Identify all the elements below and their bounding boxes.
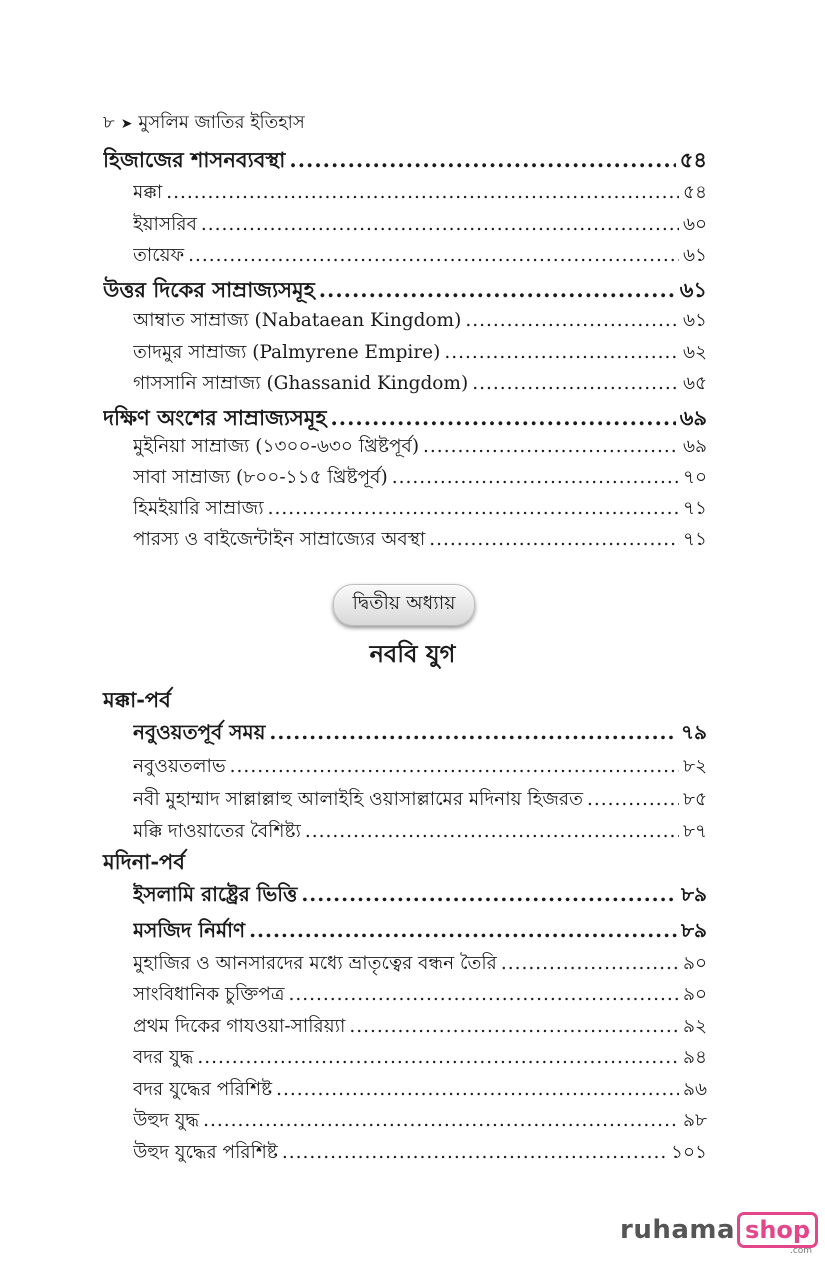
toc-entry-page: ৯০ bbox=[682, 953, 707, 974]
toc-entry bbox=[133, 178, 707, 209]
dot-leader bbox=[282, 1142, 667, 1163]
toc-entry bbox=[133, 1075, 707, 1106]
toc-entry-page: ৫৪ bbox=[679, 147, 707, 172]
toc-entry-page: ৬১ bbox=[682, 310, 707, 331]
dot-leader bbox=[349, 1016, 679, 1037]
toc-entry-page: ৮৭ bbox=[682, 821, 707, 842]
watermark-text-c: .com bbox=[789, 1246, 813, 1256]
dot-leader bbox=[319, 277, 676, 302]
toc-entry-title: হিমইয়ারি সাম্রাজ্য bbox=[133, 498, 264, 519]
toc-entry bbox=[133, 880, 707, 913]
section-heading-makka: মক্কা-পর্ব bbox=[103, 687, 171, 712]
toc-entry-page: ৮৯ bbox=[681, 918, 707, 942]
toc-entry-title: ইসলামি রাষ্ট্রের ভিত্তি bbox=[133, 882, 298, 906]
toc-entry-page: ৯৬ bbox=[682, 1079, 707, 1100]
dot-leader bbox=[288, 984, 679, 1005]
toc-entry bbox=[133, 463, 707, 494]
toc-entry bbox=[133, 525, 707, 556]
toc-entry-title: বদর যুদ্ধ bbox=[133, 1047, 194, 1068]
dot-leader bbox=[188, 245, 679, 266]
toc-entry bbox=[103, 274, 707, 309]
dot-leader bbox=[301, 882, 677, 906]
toc-entry bbox=[103, 144, 707, 179]
toc-entry bbox=[133, 980, 707, 1011]
toc-entry-page: ৮৫ bbox=[682, 789, 707, 810]
toc-entry-page: ৭০ bbox=[682, 467, 707, 488]
toc-entry bbox=[133, 817, 707, 848]
dot-leader bbox=[289, 147, 675, 172]
toc-entry-page: ৯৪ bbox=[682, 1047, 707, 1068]
dot-leader bbox=[276, 1079, 679, 1100]
dot-leader bbox=[472, 373, 679, 394]
dot-leader bbox=[392, 467, 679, 488]
chapter-title: নববি যুগ bbox=[369, 639, 456, 668]
dot-leader bbox=[230, 756, 679, 777]
toc-entry-title: মুইনিয়া সাম্রাজ্য (১৩০০-৬৩০ খ্রিষ্টপূর্ব) bbox=[133, 436, 420, 457]
toc-entry-title: নবুওয়তলাভ bbox=[133, 756, 226, 777]
arrow-icon: ➤ bbox=[120, 115, 133, 132]
dot-leader bbox=[305, 821, 679, 842]
toc-entry bbox=[133, 338, 707, 369]
toc-entry-page: ৬৫ bbox=[682, 373, 707, 394]
toc-entry bbox=[133, 369, 707, 400]
watermark-text-a: ruhama bbox=[620, 1215, 736, 1245]
toc-entry-page: ৮৯ bbox=[681, 882, 707, 906]
toc-entry-page: ৭৯ bbox=[681, 720, 707, 744]
toc-entry bbox=[133, 1043, 707, 1074]
toc-entry-title: দক্ষিণ অংশের সাম্রাজ্যসমূহ bbox=[103, 405, 327, 430]
toc-entry-page: ৬০ bbox=[682, 214, 707, 235]
toc-entry-page: ৭১ bbox=[682, 498, 707, 519]
toc-entry-title: প্রথম দিকের গাযওয়া-সারিয়্যা bbox=[133, 1016, 346, 1037]
dot-leader bbox=[249, 918, 677, 942]
dot-leader bbox=[166, 182, 679, 203]
running-header bbox=[103, 108, 305, 139]
page-number: ৮ bbox=[103, 112, 115, 133]
toc-entry-page: ৭১ bbox=[682, 529, 707, 550]
toc-entry bbox=[133, 494, 707, 525]
toc-entry-title: মুহাজির ও আনসারদের মধ্যে ভ্রাতৃত্বের বন্ধন তৈরি bbox=[133, 953, 497, 974]
toc-entry-page: ১০১ bbox=[670, 1142, 707, 1163]
toc-entry-title: সাংবিধানিক চুক্তিপত্র bbox=[133, 984, 285, 1005]
toc-entry-title: মক্কা bbox=[133, 182, 163, 203]
toc-entry-title: তাদমুর সাম্রাজ্য (Palmyrene Empire) bbox=[133, 342, 441, 363]
watermark-logo bbox=[620, 1212, 818, 1256]
dot-leader bbox=[587, 789, 679, 810]
dot-leader bbox=[197, 1047, 679, 1068]
chapter-number-badge bbox=[333, 584, 475, 626]
dot-leader bbox=[423, 436, 679, 457]
toc-entry-page: ৯২ bbox=[682, 1016, 707, 1037]
toc-entry-title: মক্কি দাওয়াতের বৈশিষ্ট্য bbox=[133, 821, 301, 842]
dot-leader bbox=[444, 342, 679, 363]
watermark-text-b: shop bbox=[737, 1212, 818, 1248]
toc-entry-page: ৬১ bbox=[682, 245, 707, 266]
dot-leader bbox=[501, 953, 679, 974]
dot-leader bbox=[203, 1110, 679, 1131]
toc-entry bbox=[133, 949, 707, 980]
dot-leader bbox=[269, 720, 677, 744]
toc-entry-title: মসজিদ নির্মাণ bbox=[133, 918, 246, 942]
toc-entry-page: ৯৮ bbox=[682, 1110, 707, 1131]
toc-entry-page: ৬৯ bbox=[679, 405, 707, 430]
toc-entry-title: উহুদ যুদ্ধের পরিশিষ্ট bbox=[133, 1142, 278, 1163]
toc-entry-page: ৬২ bbox=[682, 342, 707, 363]
toc-entry bbox=[133, 1012, 707, 1043]
toc-entry-title: বদর যুদ্ধের পরিশিষ্ট bbox=[133, 1079, 273, 1100]
toc-entry-page: ৮২ bbox=[682, 756, 707, 777]
toc-entry-page: ৬৯ bbox=[682, 436, 707, 457]
toc-entry-title: উত্তর দিকের সাম্রাজ্যসমূহ bbox=[103, 277, 315, 302]
toc-entry-title: ইয়াসরিব bbox=[133, 214, 197, 235]
dot-leader bbox=[330, 405, 675, 430]
toc-entry bbox=[133, 916, 707, 949]
dot-leader bbox=[429, 529, 679, 550]
toc-entry-title: পারস্য ও বাইজেন্টাইন সাম্রাজ্যের অবস্থা bbox=[133, 529, 426, 550]
toc-entry bbox=[133, 1106, 707, 1137]
toc-entry-title: তায়েফ bbox=[133, 245, 185, 266]
section-heading-madina: মদিনা-পর্ব bbox=[103, 849, 185, 874]
toc-entry-title: উহুদ যুদ্ধ bbox=[133, 1110, 200, 1131]
chapter-number-label: দ্বিতীয় অধ্যায় bbox=[352, 592, 456, 614]
toc-entry bbox=[133, 1138, 707, 1169]
toc-entry-page: ৬১ bbox=[679, 277, 707, 302]
dot-leader bbox=[268, 498, 679, 519]
toc-entry-title: গাসসানি সাম্রাজ্য (Ghassanid Kingdom) bbox=[133, 373, 469, 394]
dot-leader bbox=[465, 310, 679, 331]
book-title: মুসলিম জাতির ইতিহাস bbox=[138, 112, 305, 133]
toc-entry-page: ৯০ bbox=[682, 984, 707, 1005]
toc-entry bbox=[133, 306, 707, 337]
toc-entry bbox=[133, 785, 707, 816]
toc-entry-title: আম্বাত সাম্রাজ্য (Nabataean Kingdom) bbox=[133, 310, 462, 331]
toc-entry-title: হিজাজের শাসনব্যবস্থা bbox=[103, 147, 286, 172]
toc-entry-title: নবী মুহাম্মাদ সাল্লাল্লাহু আলাইহি ওয়াসাল্লামের মদিনায় হিজরত bbox=[133, 789, 583, 810]
toc-entry-title: নবুওয়তপূর্ব সময় bbox=[133, 720, 266, 744]
toc-entry bbox=[133, 210, 707, 241]
toc-entry-title: সাবা সাম্রাজ্য (৮০০-১১৫ খ্রিষ্টপূর্ব) bbox=[133, 467, 388, 488]
toc-entry bbox=[133, 752, 707, 783]
toc-entry bbox=[133, 241, 707, 272]
toc-entry bbox=[133, 718, 707, 751]
toc-entry-page: ৫৪ bbox=[682, 182, 707, 203]
dot-leader bbox=[201, 214, 679, 235]
toc-entry bbox=[133, 432, 707, 463]
